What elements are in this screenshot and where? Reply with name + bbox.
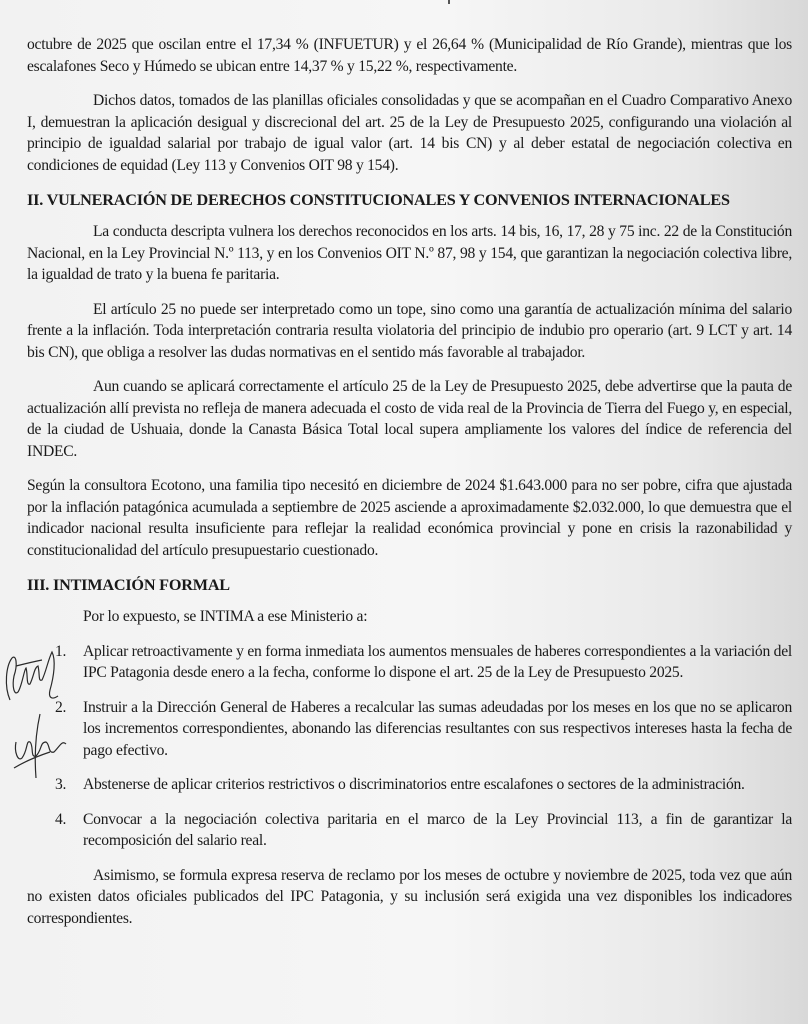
list-item-text: Abstenerse de aplicar criterios restrictivos o discriminatorios entre escalafones o sectores de la administración. — [83, 776, 745, 793]
list-item-text: Aplicar retroactivamente y en forma inmediata los aumentos mensuales de haberes correspondientes a la variación del IPC Patagonia desde enero a la fecha, conforme lo dispone el art. 25 de la Ley de Presupuesto 2025. — [83, 642, 792, 681]
intimation-lead: Por lo expuesto, se INTIMA a ese Ministerio a: — [83, 608, 368, 625]
section2-paragraph: El artículo 25 no puede ser interpretado como un tope, sino como una garantía de actualización mínima del salario frente a la inflación. Toda interpretación contraria resulta violatoria del principio de indubio pro operario (art. 9 LCT y art. 14 bis CN), que obliga a resolver las dudas normativas en el sentido más favorable al trabajador. — [27, 300, 792, 361]
section2-paragraph: Según la consultora Ecotono, una familia tipo necesitó en diciembre de 2024 $1.643.000 para no ser pobre, cifra que ajustada por la inflación patagónica acumulada a septiembre de 2025 asciende a aproximadamente $2.032.000, lo que demuestra que el indicador nacional resulta insuficiente para reflejar la realidad económica provincial y pone en crisis la razonabilidad y constitucionalidad del artículo presupuestario cuestionado. — [27, 477, 792, 559]
list-item-text: Instruir a la Dirección General de Haberes a recalcular las sumas adeudadas por los meses en los que no se aplicaron los incrementos correspondientes, abonando las diferencias resultantes con sus respectivos intereses hasta la fecha de pago efectivo. — [83, 698, 792, 759]
intro-paragraph: Dichos datos, tomados de las planillas oficiales consolidadas y que se acompañan en el Cuadro Comparativo Anexo I, demuestran la aplicación desigual y discrecional del art. 25 de la Ley de Presupuesto 2025, configurando una violación al principio de igualdad salarial por trabajo de igual valor (art. 14 bis CN) y al deber estatal de negociación colectiva en condiciones de equidad (Ley 113 y Convenios OIT 98 y 154). — [27, 92, 792, 174]
intimation-list — [27, 641, 792, 852]
list-item-number: 4. — [55, 810, 67, 828]
section-heading-3: III. INTIMACIÓN FORMAL — [27, 576, 230, 594]
section2-paragraph: Aun cuando se aplicará correctamente el artículo 25 de la Ley de Presupuesto 2025, debe advertirse que la pauta de actualización allí prevista no refleja de manera adecuada el costo de vida real de la Provincia de Tierra del Fuego y, en especial, de la ciudad de Ushuaia, donde la Canasta Básica Total local supera ampliamente los valores del índice de referencia del INDEC. — [27, 378, 792, 460]
list-item-number: 2. — [55, 698, 67, 716]
list-item — [27, 774, 792, 796]
section2-paragraph: La conducta descripta vulnera los derechos reconocidos en los arts. 14 bis, 16, 17, 28 y 75 inc. 22 de la Constitución Nacional, en la Ley Provincial N.º 113, y en los Convenios OIT N.º 87, 98 y 154, que garantizan la negociación colectiva libre, la igualdad de trato y la buena fe paritaria. — [27, 223, 792, 283]
section-heading-2: II. VULNERACIÓN DE DERECHOS CONSTITUCIONALES Y CONVENIOS INTERNACIONALES — [27, 191, 730, 209]
list-item-number: 1. — [55, 642, 67, 660]
list-item — [27, 809, 792, 852]
intro-paragraph: octubre de 2025 que oscilan entre el 17,34 % (INFUETUR) y el 26,64 % (Municipalidad de Río Grande), mientras que los escalafones Seco y Húmedo se ubican entre 14,37 % y 15,22 %, respectivamente. — [27, 36, 792, 75]
document-body — [27, 34, 792, 942]
list-item — [27, 641, 792, 684]
page-mark — [448, 0, 450, 4]
list-item-number: 3. — [55, 776, 67, 793]
closing-paragraph: Asimismo, se formula expresa reserva de reclamo por los meses de octubre y noviembre de 2025, toda vez que aún no existen datos oficiales publicados del IPC Patagonia, y su inclusión será exigida una vez disponibles los indicadores correspondientes. — [27, 866, 792, 927]
list-item-text: Convocar a la negociación colectiva paritaria en el marco de la Ley Provincial 113, a fin de garantizar la recomposición del salario real. — [83, 810, 792, 849]
list-item — [27, 697, 792, 762]
